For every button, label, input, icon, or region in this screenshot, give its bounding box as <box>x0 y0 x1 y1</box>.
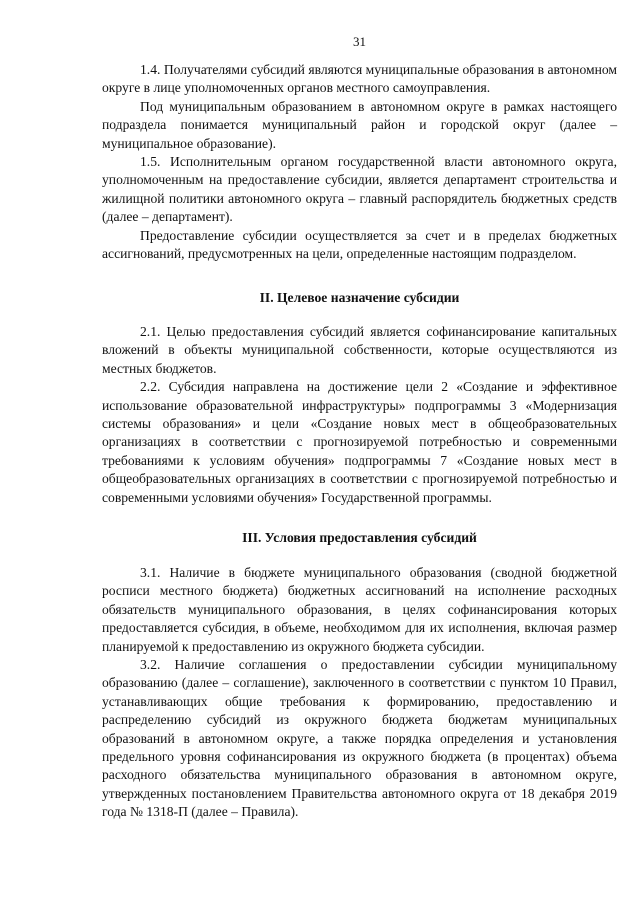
paragraph-2-1: 2.1. Целью предоставления субсидий является софинансирование капитальных вложений в объекты муниципальной собственности, которые осуществляются из местных бюджетов. <box>102 324 617 376</box>
paragraph-1-4: 1.4. Получателями субсидий являются муниципальные образования в автономном округе в лице уполномоченных органов местного самоуправления. <box>102 62 617 96</box>
section-2-heading: II. Целевое назначение субсидии <box>259 290 460 305</box>
paragraph-2-2: 2.2. Субсидия направлена на достижение цели 2 «Создание и эффективное использование образовательной инфраструктуры» подпрограммы 3 «Модернизация системы образования» и цели «Создание новых мест в общеобразовательных организациях в соответствии с прогнозируемой потребностью и современными требованиями к условиям обучения» подпрограммы 7 «Создание новых мест в общеобразовательных организациях в соответствии с прогнозируемой потребностью и современными условиями обучения» Государственной программы. <box>102 379 617 505</box>
paragraph-subsidy-funding: Предоставление субсидии осуществляется за счет и в пределах бюджетных ассигнований, предусмотренных на цели, определенные настоящим подразделом. <box>102 227 617 262</box>
section-3-heading: III. Условия предоставления субсидий <box>242 530 477 545</box>
section-2-body <box>102 323 617 507</box>
section-1-body <box>102 61 617 263</box>
paragraph-3-1: 3.1. Наличие в бюджете муниципального образования (сводной бюджетной росписи местного бюджета) бюджетных ассигнований на исполнение расходных обязательств муниципального образования, в целях софинансирования которых предоставляется субсидия, в объеме, необходимом для их исполнения, включая размер планируемой к предоставлению из окружного бюджета субсидии. <box>102 565 617 654</box>
paragraph-3-2: 3.2. Наличие соглашения о предоставлении субсидии муниципальному образованию (далее – соглашение), заключенного в соответствии с пунктом 10 Правил, устанавливающих общие требования к формированию, предоставлению и распределению субсидий из окружного бюджета бюджетам муниципальных образований в автономном округе, а также порядка определения и установления предельного уровня софинансирования из окружного бюджета (в процентах) объема расходного обязательства муниципального образования в автономном округе, утвержденных постановлением Правительства автономного округа от 18 декабря 2019 года № 1318-П (далее – Правила). <box>102 657 617 820</box>
section-3-body <box>102 564 617 822</box>
paragraph-1-5: 1.5. Исполнительным органом государственной власти автономного округа, уполномоченным на предоставление субсидии, является департамент строительства и жилищной политики автономного округа – главный распорядитель бюджетных средств (далее – департамент). <box>102 154 617 225</box>
paragraph-municipal-definition: Под муниципальным образованием в автономном округе в рамках настоящего подраздела понимается муниципальный район и городской округ (далее – муниципальное образование). <box>102 98 617 151</box>
page-number: 31 <box>353 34 366 49</box>
